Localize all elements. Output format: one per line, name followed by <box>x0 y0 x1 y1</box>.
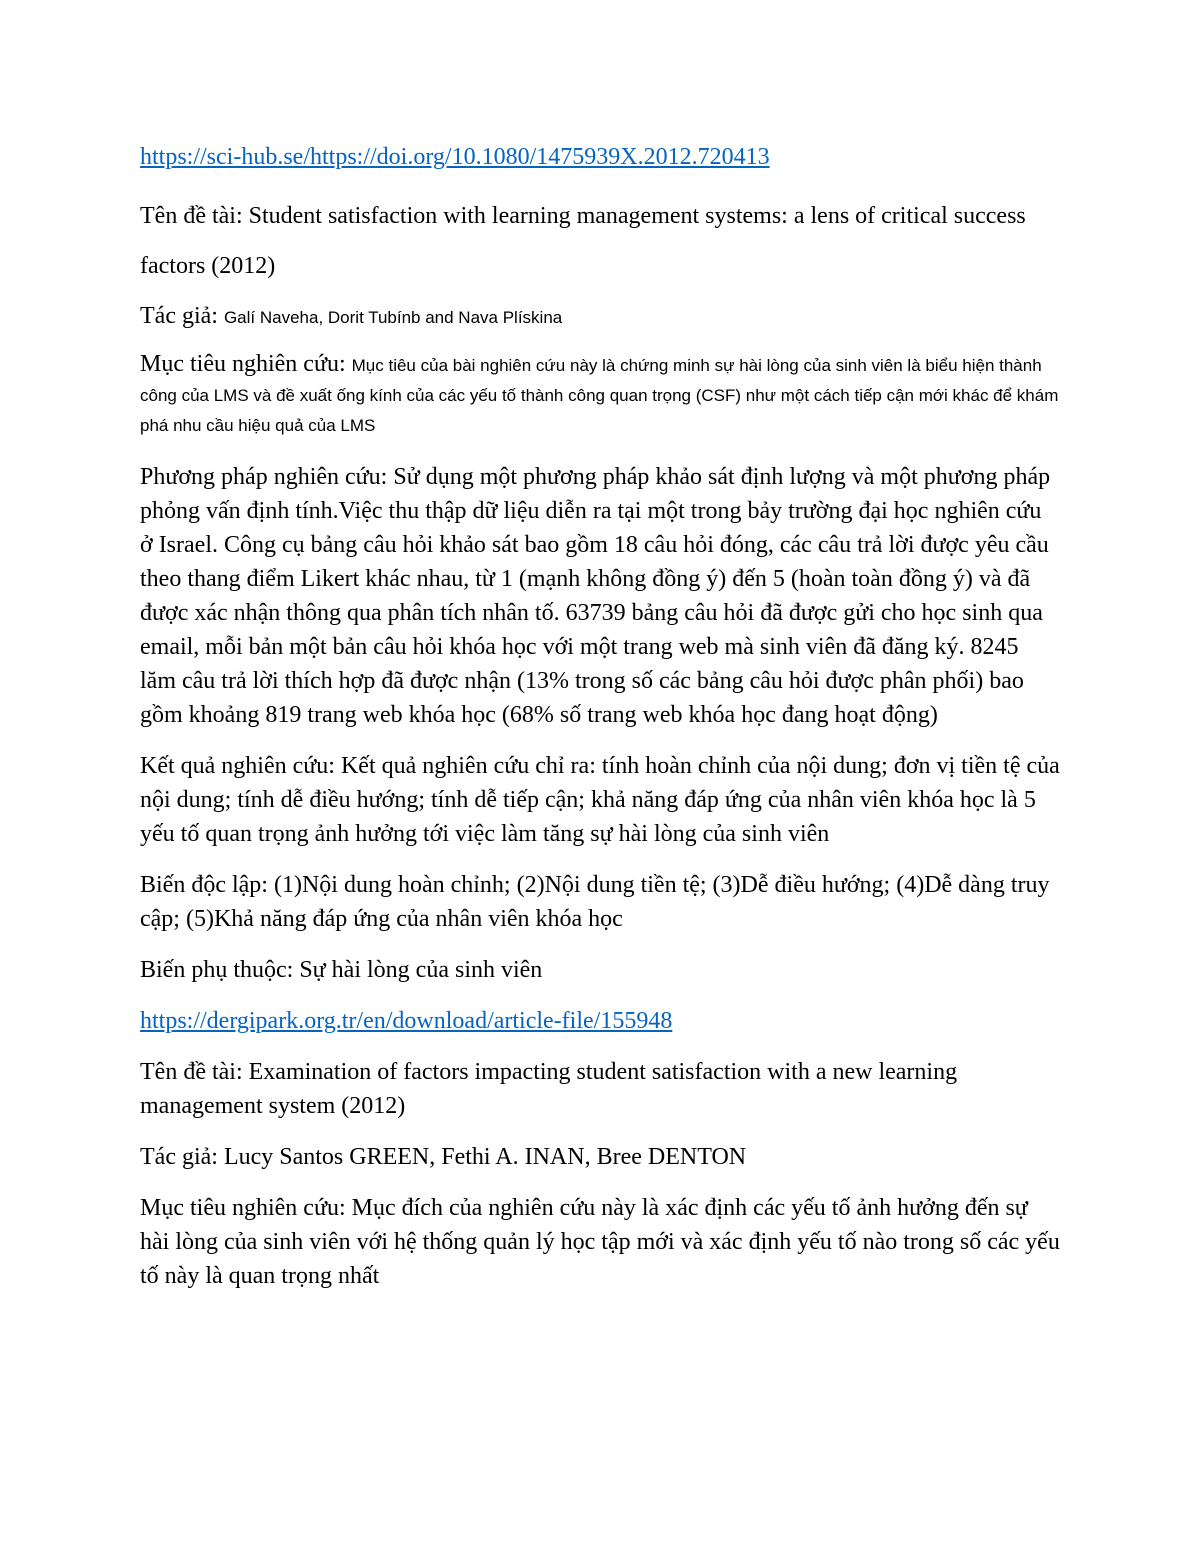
study2-title <box>140 1055 1060 1123</box>
study1-dependent-variable <box>140 953 1060 987</box>
study1-objective-label: Mục tiêu nghiên cứu: <box>140 351 346 377</box>
study2-author-text: Lucy Santos GREEN, Fethi A. INAN, Bree DENTON <box>223 1144 747 1170</box>
study1-dependent-text: Sự hài lòng của sinh viên <box>299 957 543 983</box>
study2-author <box>140 1140 1060 1174</box>
document-page <box>140 140 1060 1310</box>
study2-objective-text: Mục đích của nghiên cứu này là xác định các yếu tố ảnh hưởng đến sự hài lòng của sinh viên với hệ thống quản lý học tập mới và xác định yếu tố nào trong số các yếu tố này là quan trọng nhất <box>140 1195 1060 1289</box>
study2-title-text: Examination of factors impacting student satisfaction with a new learning management system (2012) <box>140 1059 958 1119</box>
study1-author-label: Tác giả: <box>140 303 218 329</box>
study1-result-text: Kết quả nghiên cứu chỉ ra: tính hoàn chỉnh của nội dung; đơn vị tiền tệ của nội dung; tính dễ điều hướng; tính dễ tiếp cận; khả năng đáp ứng của nhân viên khóa học là 5 yếu tố quan trọng ảnh hưởng tới việc làm tăng sự hài lòng của sinh viên <box>140 753 1060 847</box>
study1-author <box>140 299 1060 333</box>
study2-objective-label: Mục tiêu nghiên cứu: <box>140 1195 346 1221</box>
study1-objective-text: Mục tiêu của bài nghiên cứu này là chứng minh sự hài lòng của sinh viên là biểu hiện thành công của LMS và đề xuất ống kính của các yếu tố thành công quan trọng (CSF) như một cách tiếp cận mới khác để khám phá nhu cầu hiệu quả của LMS <box>140 356 1059 435</box>
study1-method-label: Phương pháp nghiên cứu: <box>140 464 388 490</box>
study1-title <box>140 191 1060 291</box>
study1-dependent-label: Biến phụ thuộc: <box>140 957 294 983</box>
study1-title-text: Student satisfaction with learning management systems: a lens of critical success factors (2012) <box>140 203 1026 279</box>
study1-method <box>140 460 1060 732</box>
study1-title-label: Tên đề tài: <box>140 203 243 229</box>
study1-independent-text: (1)Nội dung hoàn chỉnh; (2)Nội dung tiền tệ; (3)Dễ điều hướng; (4)Dễ dàng truy cập; (5)Khả năng đáp ứng của nhân viên khóa học <box>140 872 1050 932</box>
study1-method-text: Sử dụng một phương pháp khảo sát định lượng và một phương pháp phỏng vấn định tính.Việc thu thập dữ liệu diễn ra tại một trong bảy trường đại học nghiên cứu ở Israel. Công cụ bảng câu hỏi khảo sát bao gồm 18 câu hỏi đóng, các câu trả lời được yêu cầu theo thang điểm Likert khác nhau, từ 1 (mạnh không đồng ý) đến 5 (hoàn toàn đồng ý) và đã được xác nhận thông qua phân tích nhân tố. 63739 bảng câu hỏi đã được gửi cho học sinh qua email, mỗi bản một bản câu hỏi khóa học với một trang web mà sinh viên đã đăng ký. 8245 lăm câu trả lời thích hợp đã được nhận (13% trong số các bảng câu hỏi được phân phối) bao gồm khoảng 819 trang web khóa học (68% số trang web khóa học đang hoạt động) <box>140 464 1051 728</box>
study1-independent-variables <box>140 868 1060 936</box>
study1-objective <box>140 350 1060 440</box>
study2-url-link[interactable]: https://dergipark.org.tr/en/download/article-file/155948 <box>140 1008 673 1034</box>
study1-author-text: Galí Naveha, Dorit Tubínb and Nava Plískina <box>223 308 563 327</box>
study1-independent-label: Biến độc lập: <box>140 872 268 898</box>
study2-objective <box>140 1191 1060 1293</box>
study1-result <box>140 749 1060 851</box>
study1-result-label: Kết quả nghiên cứu: <box>140 753 335 779</box>
study2-author-label: Tác giả: <box>140 1144 218 1170</box>
study1-url-link[interactable]: https://sci-hub.se/https://doi.org/10.1080/1475939X.2012.720413 <box>140 144 770 170</box>
study2-link-paragraph <box>140 1004 1060 1038</box>
study2-title-label: Tên đề tài: <box>140 1059 243 1085</box>
study1-link-paragraph <box>140 140 1060 174</box>
